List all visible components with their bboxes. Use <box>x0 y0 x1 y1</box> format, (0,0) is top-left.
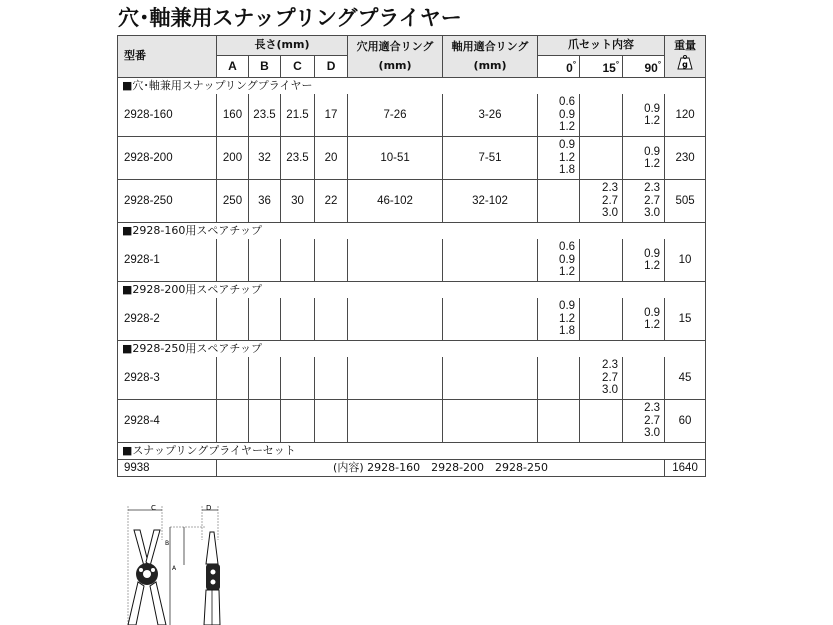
cell-dim-a: 160 <box>217 94 249 137</box>
cell-claw-15-value: 2.7 <box>602 194 619 207</box>
cell-claw-0 <box>538 239 580 282</box>
cell-claw-90 <box>623 357 665 400</box>
cell-dim-a: 250 <box>217 180 249 223</box>
header-shaft-ring <box>443 36 538 78</box>
section-row <box>118 341 706 358</box>
cell-dim-a <box>217 298 249 341</box>
cell-dim-b: 36 <box>249 180 281 223</box>
cell-claw-0 <box>538 298 580 341</box>
cell-dim-a <box>217 357 249 400</box>
table-row <box>118 137 706 180</box>
cell-dim-d: 20 <box>315 137 348 180</box>
cell-claw-15-value: 3.0 <box>602 207 619 220</box>
section-label: ■2928-250用スペアチップ <box>118 341 706 358</box>
cell-dim-d <box>315 239 348 282</box>
header-weight-label: 重量 <box>674 39 697 52</box>
cell-claw-0-value: 1.8 <box>559 325 576 338</box>
header-hole-ring-unit: (mm) <box>378 58 412 72</box>
cell-claw-0-value: 0.6 <box>559 96 576 109</box>
table-row <box>118 180 706 223</box>
cell-dim-c <box>281 357 315 400</box>
cell-claw-90-value: 1.2 <box>644 319 661 331</box>
cell-weight: 505 <box>665 180 706 223</box>
cell-claw-0-value: 1.2 <box>559 266 576 279</box>
header-dim-d: D <box>315 56 348 78</box>
pliers-diagram <box>124 500 234 625</box>
cell-dim-c: 21.5 <box>281 94 315 137</box>
cell-shaft-ring: 7-51 <box>443 137 538 180</box>
cell-weight: 45 <box>665 357 706 400</box>
cell-claw-0-value: 1.2 <box>559 151 576 164</box>
header-claw-set: 爪セット内容 <box>538 36 665 56</box>
cell-claw-15 <box>580 239 623 282</box>
cell-shaft-ring: 3-26 <box>443 94 538 137</box>
cell-claw-90 <box>623 298 665 341</box>
cell-shaft-ring <box>443 239 538 282</box>
cell-claw-90-value: 1.2 <box>644 260 661 272</box>
cell-hole-ring <box>348 357 443 400</box>
cell-claw-0-value: 0.6 <box>559 241 576 254</box>
cell-model: 2928-160 <box>118 94 217 137</box>
cell-dim-b <box>249 239 281 282</box>
cell-claw-90 <box>623 400 665 443</box>
cell-claw-0 <box>538 400 580 443</box>
cell-dim-b <box>249 400 281 443</box>
section-label: ■2928-200用スペアチップ <box>118 282 706 299</box>
cell-claw-15 <box>580 180 623 223</box>
cell-dim-c <box>281 239 315 282</box>
page-title: 穴･軸兼用スナップリングプライヤー <box>118 6 462 30</box>
cell-claw-15 <box>580 137 623 180</box>
cell-weight: 15 <box>665 298 706 341</box>
header-model: 型番 <box>118 36 217 78</box>
cell-dim-d <box>315 357 348 400</box>
cell-claw-0 <box>538 357 580 400</box>
cell-claw-90-value: 2.3 <box>644 182 661 195</box>
cell-set-contents: (内容) 2928-160 2928-200 2928-250 <box>217 460 665 477</box>
cell-shaft-ring <box>443 400 538 443</box>
cell-weight: 10 <box>665 239 706 282</box>
header-weight <box>665 36 706 78</box>
cell-claw-15-value: 3.0 <box>602 384 619 397</box>
cell-weight: 60 <box>665 400 706 443</box>
cell-dim-d: 22 <box>315 180 348 223</box>
cell-dim-b: 32 <box>249 137 281 180</box>
cell-dim-b <box>249 298 281 341</box>
cell-claw-90-value: 2.3 <box>644 402 661 415</box>
header-dim-c: C <box>281 56 315 78</box>
cell-dim-c <box>281 400 315 443</box>
cell-claw-90-value: 2.7 <box>644 414 661 427</box>
header-shaft-ring-unit: (mm) <box>473 58 507 72</box>
table-row <box>118 460 706 477</box>
header-dim-a: A <box>217 56 249 78</box>
diagram-label-d: D <box>206 504 212 512</box>
cell-dim-c: 23.5 <box>281 137 315 180</box>
cell-dim-a <box>217 239 249 282</box>
cell-claw-0 <box>538 180 580 223</box>
cell-hole-ring <box>348 239 443 282</box>
cell-claw-0 <box>538 137 580 180</box>
cell-model: 2928-3 <box>118 357 217 400</box>
table-row <box>118 357 706 400</box>
cell-shaft-ring <box>443 298 538 341</box>
header-hole-ring <box>348 36 443 78</box>
cell-claw-15 <box>580 400 623 443</box>
cell-dim-d <box>315 298 348 341</box>
header-dim-b: B <box>249 56 281 78</box>
cell-model: 2928-4 <box>118 400 217 443</box>
section-label: ■穴･軸兼用スナップリングプライヤー <box>118 78 706 95</box>
diagram-label-c: C <box>151 504 156 512</box>
cell-dim-a: 200 <box>217 137 249 180</box>
cell-hole-ring: 10-51 <box>348 137 443 180</box>
cell-dim-d: 17 <box>315 94 348 137</box>
cell-claw-90-value: 0.9 <box>644 145 661 158</box>
header-length: 長さ(mm) <box>217 36 348 56</box>
header-angle-0: 0° <box>538 56 580 78</box>
cell-claw-0-value: 1.8 <box>559 164 576 177</box>
cell-claw-90 <box>623 180 665 223</box>
cell-dim-b <box>249 357 281 400</box>
cell-claw-0 <box>538 94 580 137</box>
cell-claw-90-value: 0.9 <box>644 247 661 260</box>
cell-claw-90 <box>623 239 665 282</box>
cell-claw-0-value: 1.2 <box>559 312 576 325</box>
section-label: ■スナップリングプライヤーセット <box>118 443 706 460</box>
cell-claw-0-value: 0.9 <box>559 108 576 121</box>
section-row <box>118 223 706 240</box>
diagram-label-b: B <box>165 540 170 547</box>
cell-claw-0-value: 0.9 <box>559 300 576 313</box>
cell-model: 9938 <box>118 460 217 477</box>
section-label: ■2928-160用スペアチップ <box>118 223 706 240</box>
cell-hole-ring: 46-102 <box>348 180 443 223</box>
cell-claw-0-value: 0.9 <box>559 253 576 266</box>
cell-model: 2928-2 <box>118 298 217 341</box>
cell-claw-90-value: 3.0 <box>644 207 661 220</box>
cell-hole-ring <box>348 400 443 443</box>
cell-claw-0-value: 0.9 <box>559 139 576 152</box>
cell-dim-c <box>281 298 315 341</box>
cell-claw-15-value: 2.7 <box>602 371 619 384</box>
section-row <box>118 282 706 299</box>
cell-claw-90-value: 2.7 <box>644 194 661 207</box>
cell-claw-15 <box>580 94 623 137</box>
cell-hole-ring: 7-26 <box>348 94 443 137</box>
header-angle-15: 15° <box>580 56 623 78</box>
cell-claw-15-value: 2.3 <box>602 182 619 195</box>
header-hole-ring-label: 穴用適合リング <box>356 40 434 53</box>
table-row <box>118 400 706 443</box>
cell-claw-0-value: 1.2 <box>559 121 576 134</box>
weight-icon <box>675 55 695 70</box>
cell-claw-90-value: 1.2 <box>644 115 661 127</box>
cell-model: 2928-200 <box>118 137 217 180</box>
weight-icon-letter: g <box>682 59 688 69</box>
cell-dim-d <box>315 400 348 443</box>
cell-claw-90-value: 1.2 <box>644 158 661 170</box>
cell-hole-ring <box>348 298 443 341</box>
spec-table <box>117 35 706 477</box>
cell-claw-90 <box>623 94 665 137</box>
cell-dim-c: 30 <box>281 180 315 223</box>
cell-claw-15 <box>580 298 623 341</box>
header-shaft-ring-label: 軸用適合リング <box>451 40 529 53</box>
cell-claw-15-value: 2.3 <box>602 359 619 372</box>
section-row <box>118 78 706 95</box>
table-row <box>118 94 706 137</box>
diagram-label-a: A <box>172 565 177 572</box>
cell-dim-a <box>217 400 249 443</box>
table-row <box>118 239 706 282</box>
cell-weight: 120 <box>665 94 706 137</box>
cell-model: 2928-250 <box>118 180 217 223</box>
cell-weight: 230 <box>665 137 706 180</box>
cell-claw-90-value: 0.9 <box>644 306 661 319</box>
cell-claw-90-value: 0.9 <box>644 102 661 115</box>
header-angle-90: 90° <box>623 56 665 78</box>
cell-shaft-ring <box>443 357 538 400</box>
table-row <box>118 298 706 341</box>
cell-weight: 1640 <box>665 460 706 477</box>
section-row <box>118 443 706 460</box>
table-body <box>118 78 706 477</box>
cell-dim-b: 23.5 <box>249 94 281 137</box>
cell-claw-90-value: 3.0 <box>644 427 661 440</box>
cell-shaft-ring: 32-102 <box>443 180 538 223</box>
cell-model: 2928-1 <box>118 239 217 282</box>
cell-claw-90 <box>623 137 665 180</box>
cell-claw-15 <box>580 357 623 400</box>
